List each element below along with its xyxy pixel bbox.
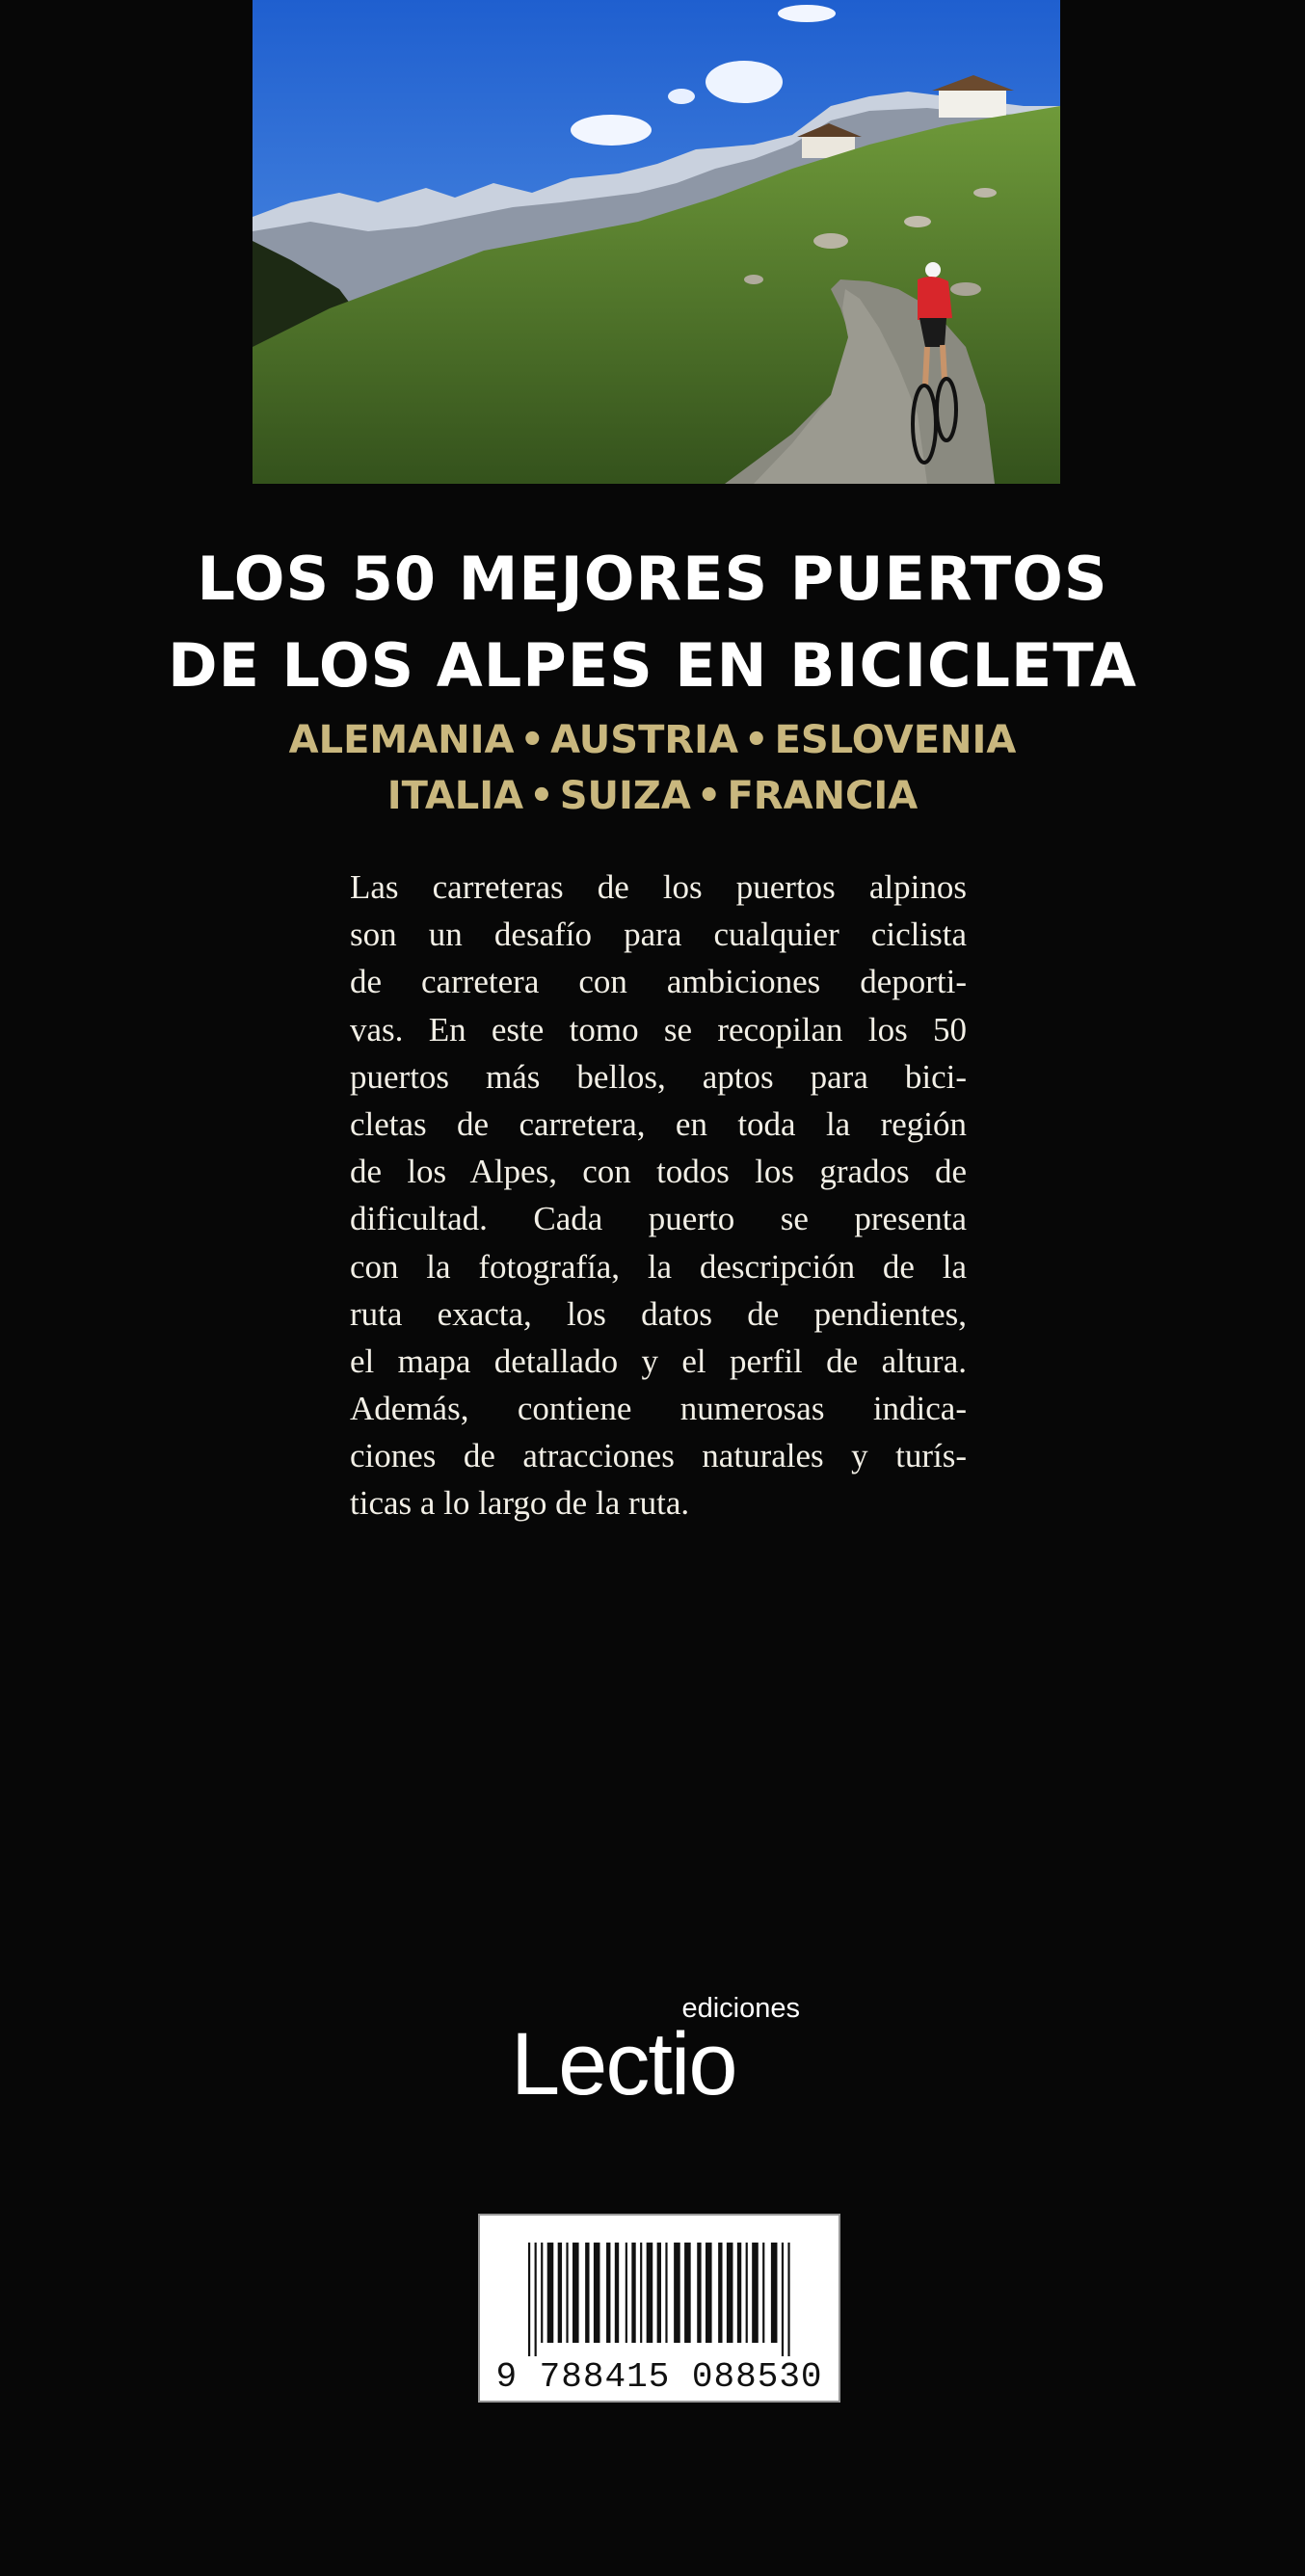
barcode-guard-bar — [528, 2243, 530, 2356]
description-line: vas. En este tomo se recopilan los 50 — [350, 1010, 967, 1049]
barcode-bar — [746, 2243, 748, 2343]
description-line: Además, contiene numerosas indica- — [350, 1390, 967, 1428]
country-name: ESLOVENIA — [774, 718, 1017, 762]
barcode-bar — [573, 2243, 579, 2343]
description-line: ciones de atracciones naturales y turís- — [350, 1437, 967, 1475]
isbn-barcode — [478, 2214, 840, 2403]
description-line: dificultad. Cada puerto se presenta — [350, 1200, 967, 1238]
barcode-bar — [684, 2243, 691, 2343]
publisher-name: Lectio — [511, 2015, 736, 2113]
book-title-line-2: DE LOS ALPES EN BICICLETA — [168, 630, 1137, 701]
description-line: son un desafío para cualquier ciclista — [350, 916, 967, 954]
bullet-separator: • — [744, 718, 769, 762]
barcode-bar — [665, 2243, 667, 2343]
barcode-bar — [541, 2243, 543, 2343]
description-line: ticas a lo largo de la ruta. — [350, 1484, 690, 1523]
description-line: con la fotografía, la descripción de la — [350, 1247, 967, 1286]
barcode-guard-bar — [535, 2243, 537, 2356]
barcode-bar — [547, 2243, 554, 2343]
book-title-line-1: LOS 50 MEJORES PUERTOS — [197, 544, 1108, 614]
country-name: ALEMANIA — [288, 718, 515, 762]
barcode-bar — [718, 2243, 722, 2343]
description-line: el mapa detallado y el perfil de altura. — [350, 1341, 967, 1380]
countries-line-1 — [145, 718, 1160, 762]
barcode-bar — [640, 2243, 642, 2343]
barcode-bar — [615, 2243, 619, 2343]
barcode-bar — [727, 2243, 733, 2343]
barcode-bar — [626, 2243, 627, 2343]
description-line: de los Alpes, con todos los grados de — [350, 1153, 967, 1191]
barcode-bar — [762, 2243, 764, 2343]
cover-photo — [253, 0, 1060, 484]
barcode-digits: 9 788415 088530 — [495, 2357, 823, 2397]
description-line: Las carreteras de los puertos alpinos — [350, 868, 967, 906]
bullet-separator: • — [519, 718, 546, 762]
barcode-bar — [606, 2243, 610, 2343]
barcode-bar — [737, 2243, 741, 2343]
alpine-cyclist-image — [253, 0, 1060, 484]
barcode-bar — [585, 2243, 589, 2343]
countries-line-2 — [145, 774, 1160, 818]
barcode-bar — [674, 2243, 680, 2343]
barcode-bar — [697, 2243, 701, 2343]
barcode-bar — [558, 2243, 562, 2343]
barcode-guard-bar — [787, 2243, 789, 2356]
country-name: ITALIA — [386, 774, 524, 818]
barcode-guard-bar — [782, 2243, 784, 2356]
barcode-bar — [752, 2243, 759, 2343]
country-name: AUSTRIA — [550, 718, 739, 762]
barcode-bar — [706, 2243, 712, 2343]
description-line: ruta exacta, los datos de pendientes, — [350, 1294, 967, 1333]
bullet-separator: • — [696, 774, 722, 818]
barcode-bars — [528, 2243, 794, 2356]
barcode-bar — [657, 2243, 661, 2343]
description-paragraph — [350, 863, 967, 1527]
publisher-logo — [511, 1995, 819, 2120]
barcode-bar — [771, 2243, 778, 2343]
bullet-separator: • — [529, 774, 554, 818]
description-line: de carretera con ambiciones deporti- — [350, 963, 967, 1001]
description-line: puertos más bellos, aptos para bici- — [350, 1057, 967, 1096]
barcode-bar — [566, 2243, 568, 2343]
barcode-bar — [631, 2243, 635, 2343]
publisher-prefix: ediciones — [681, 1993, 800, 2024]
barcode-bar — [594, 2243, 600, 2343]
country-name: SUIZA — [559, 774, 691, 818]
description-line: cletas de carretera, en toda la región — [350, 1104, 967, 1143]
country-name: FRANCIA — [727, 774, 919, 818]
barcode-bar — [647, 2243, 653, 2343]
